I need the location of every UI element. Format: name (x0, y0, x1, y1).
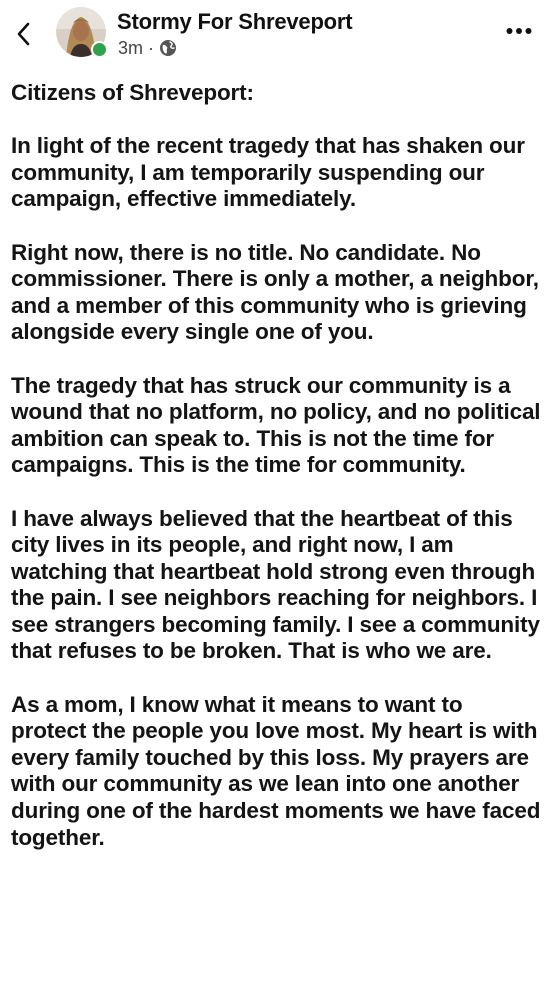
bottom-fade (0, 993, 549, 1005)
post-header (0, 0, 549, 72)
meta-separator: · (148, 37, 155, 58)
post-paragraph: Right now, there is no title. No candidate. No commissioner. There is only a mother, a neighbor, and a member of this community who is grieving alongside every single one of you. (11, 239, 539, 345)
globe-icon (159, 39, 177, 57)
post-paragraph: I have always believed that the heartbeat of this city lives in its people, and right now, I am watching that heartbeat hold strong even through the pain. I see neighbors reaching for neighbors. I see strangers becoming family. I see a community that refuses to be broken. That is who we are. (11, 505, 540, 664)
post-text (11, 80, 541, 878)
more-options-button[interactable] (497, 16, 541, 46)
online-status-dot (91, 41, 108, 58)
more-horizontal-icon (506, 27, 532, 35)
chevron-left-icon (15, 20, 33, 48)
post-paragraph: Citizens of Shreveport: (11, 80, 254, 105)
back-button[interactable] (6, 14, 42, 54)
timestamp-link[interactable]: 3m (118, 37, 144, 58)
post-paragraph: As a mom, I know what it means to want to protect the people you love most. My heart is with every family touched by this loss. My prayers are with our community as we lean into one another during one of the hardest moments we have faced together. (11, 691, 541, 850)
post-paragraph: In light of the recent tragedy that has shaken our community, I am temporarily suspending our campaign, effective immediately. (11, 133, 525, 212)
post-meta (118, 36, 177, 60)
page-name-link[interactable]: Stormy For Shreveport (117, 9, 353, 34)
post-paragraph: The tragedy that has struck our community is a wound that no platform, no policy, and no political ambition can speak to. This is not the time for campaigns. This is the time for community. (11, 372, 541, 478)
avatar-container (56, 7, 106, 57)
